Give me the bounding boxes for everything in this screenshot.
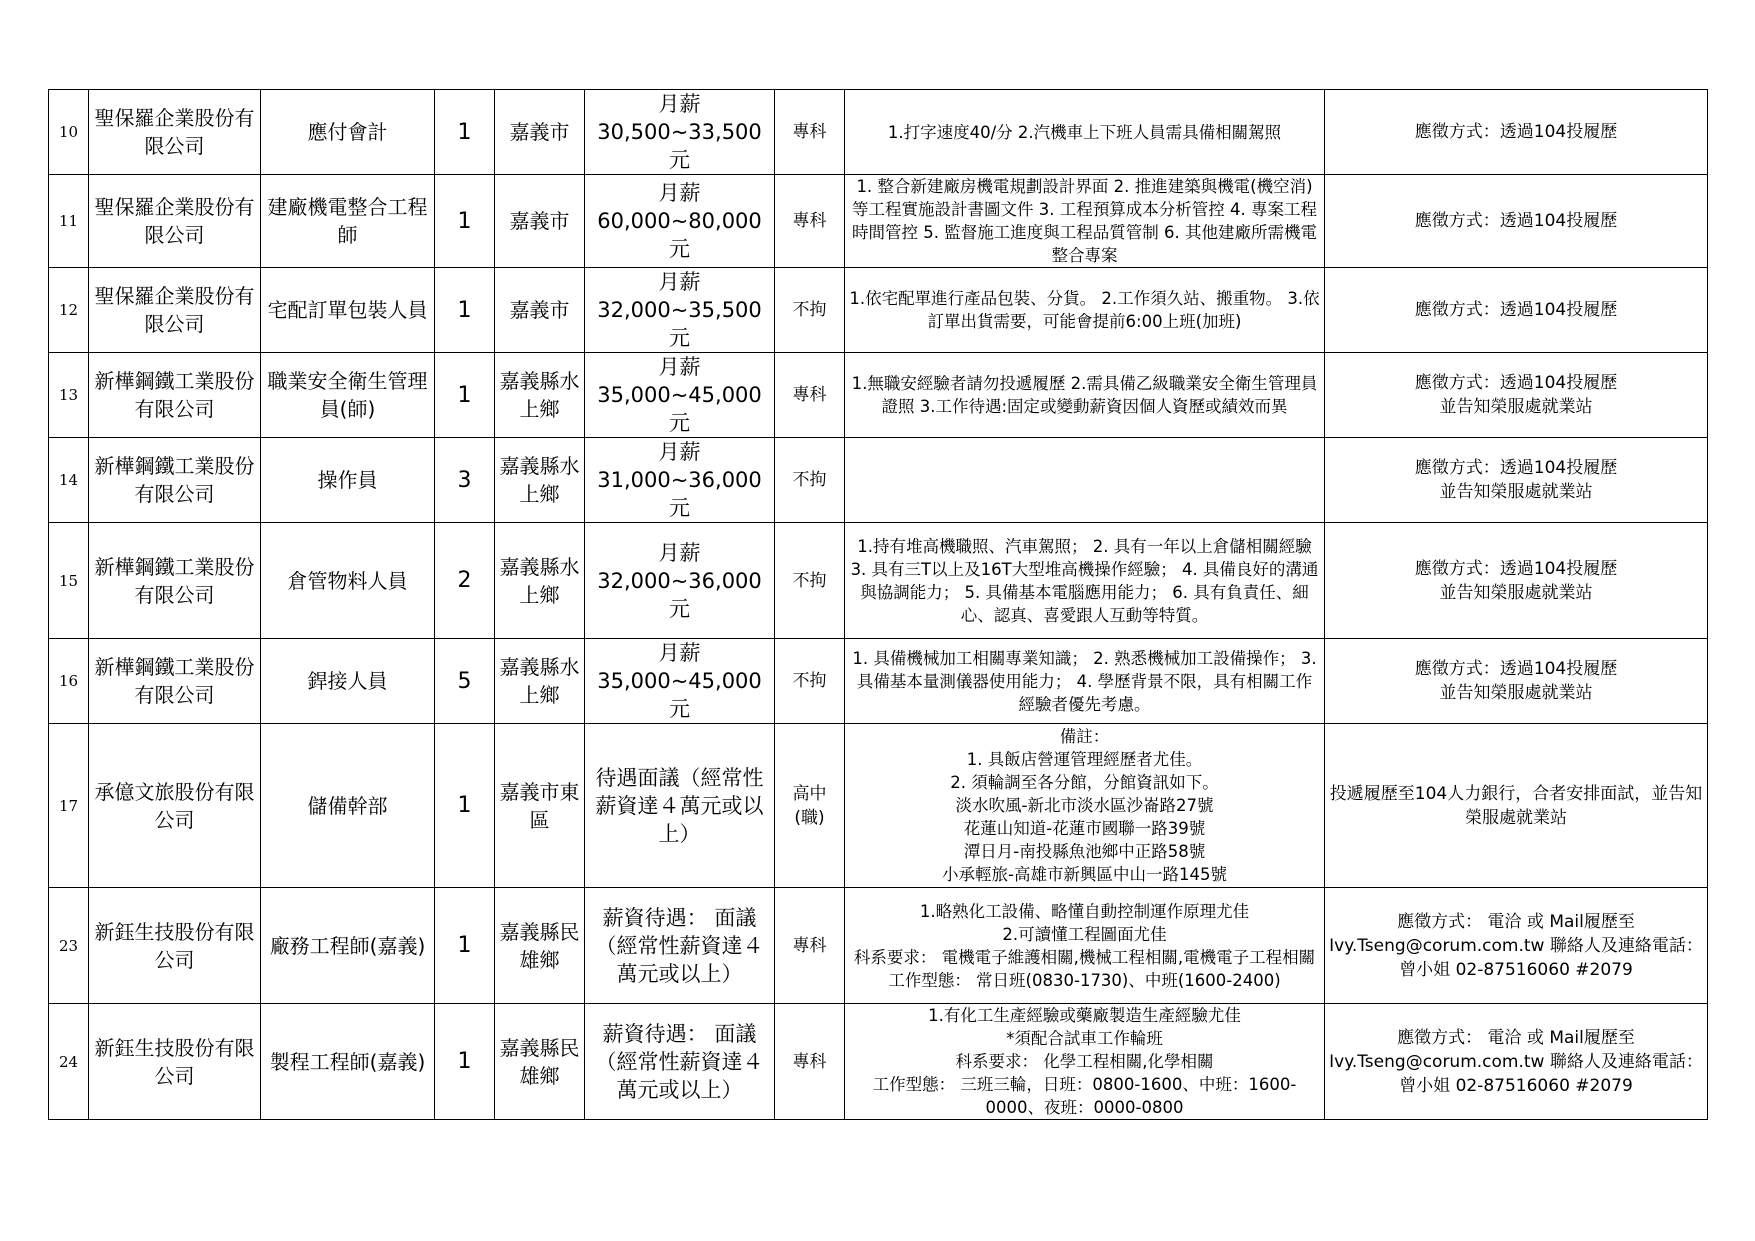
headcount: 1 (435, 268, 495, 353)
table-row (49, 268, 1708, 353)
job-requirements (845, 1004, 1325, 1120)
company-name: 承億文旅股份有限公司 (89, 724, 261, 888)
work-location: 嘉義縣水上鄉 (495, 353, 585, 438)
work-location: 嘉義縣水上鄉 (495, 639, 585, 724)
job-requirements-line: 潭日月-南投縣魚池鄉中正路58號 (963, 842, 1206, 861)
job-title: 銲接人員 (261, 639, 435, 724)
company-name: 新鈺生技股份有限公司 (89, 1004, 261, 1120)
job-requirements-line: 1. 具備機械加工相關專業知識； 2. 熟悉機械加工設備操作； 3. 具備基本量測儀器使用能力； 4. 學歷背景不限，具有相關工作經驗者優先考慮。 (852, 648, 1317, 714)
job-requirements (845, 523, 1325, 639)
work-location: 嘉義市 (495, 90, 585, 175)
company-name: 聖保羅企業股份有限公司 (89, 175, 261, 268)
headcount: 3 (435, 438, 495, 523)
job-requirements-line: 科系要求： 化學工程相關,化學相關 (955, 1052, 1214, 1071)
job-requirements-line: 1.有化工生產經驗或藥廠製造生產經驗尤佳 (928, 1006, 1241, 1025)
application-method-line: 應徵方式： 電洽 或 Mail履歷至 Ivy.Tseng@corum.com.tw 聯絡人及連絡電話：曾小姐 02-87516060 #2079 (1329, 1027, 1703, 1096)
education-requirement: 專科 (775, 353, 845, 438)
job-rows (49, 90, 1708, 1120)
job-title: 宅配訂單包裝人員 (261, 268, 435, 353)
job-requirements (845, 175, 1325, 268)
job-requirements (845, 268, 1325, 353)
application-method (1325, 353, 1708, 438)
job-requirements-line: 科系要求： 電機電子維護相關,機械工程相關,電機電子工程相關 (853, 947, 1316, 967)
headcount: 1 (435, 724, 495, 888)
application-method-line: 應徵方式：透過104投履歷 (1414, 122, 1618, 142)
job-requirements-line: 淡水吹風-新北市淡水區沙崙路27號 (955, 796, 1214, 815)
job-requirements-line: 1. 具飯店營運管理經歷者尤佳。 (966, 750, 1203, 769)
job-requirements (845, 888, 1325, 1004)
work-location: 嘉義市 (495, 175, 585, 268)
education-requirement: 不拘 (775, 523, 845, 639)
application-method (1325, 639, 1708, 724)
education-requirement: 專科 (775, 175, 845, 268)
education-requirement: 不拘 (775, 268, 845, 353)
salary: 待遇面議（經常性薪資達４萬元或以上） (585, 724, 775, 888)
row-number: 11 (49, 175, 89, 268)
row-number: 24 (49, 1004, 89, 1120)
row-number: 17 (49, 724, 89, 888)
salary: 月薪 35,000~45,000元 (585, 353, 775, 438)
job-requirements-line: 2. 須輪調至各分館，分館資訊如下。 (950, 773, 1219, 792)
row-number: 23 (49, 888, 89, 1004)
application-method-line: 應徵方式：透過104投履歷 (1414, 458, 1618, 478)
headcount: 1 (435, 353, 495, 438)
company-name: 新樺鋼鐵工業股份有限公司 (89, 353, 261, 438)
work-location: 嘉義縣水上鄉 (495, 523, 585, 639)
application-method-line: 投遞履歷至104人力銀行，合者安排面試，並告知榮服處就業站 (1329, 783, 1703, 828)
education-requirement: 高中(職) (775, 724, 845, 888)
job-title: 建廠機電整合工程師 (261, 175, 435, 268)
job-title: 廠務工程師(嘉義) (261, 888, 435, 1004)
application-method (1325, 523, 1708, 639)
education-requirement: 專科 (775, 90, 845, 175)
work-location: 嘉義市 (495, 268, 585, 353)
table-row (49, 724, 1708, 888)
job-title: 職業安全衛生管理員(師) (261, 353, 435, 438)
application-method (1325, 1004, 1708, 1120)
application-method (1325, 175, 1708, 268)
education-requirement: 不拘 (775, 438, 845, 523)
application-method-line: 並告知榮服處就業站 (1439, 683, 1593, 703)
headcount: 2 (435, 523, 495, 639)
application-method (1325, 438, 1708, 523)
row-number: 15 (49, 523, 89, 639)
row-number: 13 (49, 353, 89, 438)
job-requirements (845, 90, 1325, 175)
job-requirements-line: 1. 整合新建廠房機電規劃設計界面 2. 推進建築與機電(機空消)等工程實施設計書圖文件 3. 工程預算成本分析管控 4. 專案工程時間管控 5. 監督施工進度與工程品質管制 6. 其他建廠所需機電整合專案 (852, 177, 1317, 265)
job-title: 製程工程師(嘉義) (261, 1004, 435, 1120)
headcount: 1 (435, 888, 495, 1004)
job-title: 應付會計 (261, 90, 435, 175)
job-requirements-line: 1.依宅配單進行產品包裝、分貨。 2.工作須久站、搬重物。 3.依訂單出貨需要，可能會提前6:00上班(加班) (849, 289, 1320, 331)
headcount: 1 (435, 175, 495, 268)
salary: 月薪 31,000~36,000元 (585, 438, 775, 523)
company-name: 聖保羅企業股份有限公司 (89, 268, 261, 353)
headcount: 1 (435, 1004, 495, 1120)
education-requirement: 不拘 (775, 639, 845, 724)
headcount: 1 (435, 90, 495, 175)
table-row (49, 90, 1708, 175)
job-requirements-line: 工作型態： 常日班(0830-1730)、中班(1600-2400) (888, 970, 1281, 990)
job-requirements-line: 1.略熟化工設備、略懂自動控制運作原理尤佳 (919, 901, 1250, 921)
table-row (49, 888, 1708, 1004)
job-title: 操作員 (261, 438, 435, 523)
work-location: 嘉義市東區 (495, 724, 585, 888)
application-method-line: 應徵方式：透過104投履歷 (1414, 659, 1618, 679)
job-requirements-line: 備註： (1059, 727, 1110, 746)
salary: 月薪 32,000~35,500元 (585, 268, 775, 353)
table-row (49, 175, 1708, 268)
work-location: 嘉義縣民雄鄉 (495, 888, 585, 1004)
job-requirements (845, 353, 1325, 438)
application-method-line: 應徵方式：透過104投履歷 (1414, 211, 1618, 231)
application-method-line: 應徵方式：透過104投履歷 (1414, 373, 1618, 393)
salary: 月薪 32,000~36,000元 (585, 523, 775, 639)
education-requirement: 專科 (775, 888, 845, 1004)
table-row (49, 523, 1708, 639)
job-title: 倉管物料人員 (261, 523, 435, 639)
row-number: 10 (49, 90, 89, 175)
job-requirements (845, 724, 1325, 888)
work-location: 嘉義縣民雄鄉 (495, 1004, 585, 1120)
job-requirements (845, 438, 1325, 523)
application-method-line: 並告知榮服處就業站 (1439, 482, 1593, 502)
job-title: 儲備幹部 (261, 724, 435, 888)
salary: 月薪 30,500~33,500元 (585, 90, 775, 175)
application-method-line: 應徵方式： 電洽 或 Mail履歷至 Ivy.Tseng@corum.com.tw 聯絡人及連絡電話：曾小姐 02-87516060 #2079 (1329, 911, 1703, 980)
application-method-line: 並告知榮服處就業站 (1439, 582, 1593, 603)
salary: 月薪 35,000~45,000元 (585, 639, 775, 724)
application-method-line: 應徵方式：透過104投履歷 (1414, 300, 1618, 320)
company-name: 新樺鋼鐵工業股份有限公司 (89, 523, 261, 639)
table-row (49, 639, 1708, 724)
table-row (49, 353, 1708, 438)
row-number: 12 (49, 268, 89, 353)
application-method (1325, 90, 1708, 175)
job-requirements-line: 花蓮山知道-花蓮市國聯一路39號 (963, 819, 1206, 838)
company-name: 聖保羅企業股份有限公司 (89, 90, 261, 175)
work-location: 嘉義縣水上鄉 (495, 438, 585, 523)
company-name: 新樺鋼鐵工業股份有限公司 (89, 639, 261, 724)
row-number: 16 (49, 639, 89, 724)
application-method-line: 應徵方式：透過104投履歷 (1414, 558, 1618, 579)
job-requirements-line: 工作型態： 三班三輪，日班：0800-1600、中班：1600-0000、夜班：0000-0800 (872, 1075, 1297, 1117)
job-requirements-line: 2.可讀懂工程圖面尤佳 (1002, 924, 1167, 944)
job-listing-table (48, 89, 1708, 1120)
company-name: 新樺鋼鐵工業股份有限公司 (89, 438, 261, 523)
row-number: 14 (49, 438, 89, 523)
job-requirements-line: 1.打字速度40/分 2.汽機車上下班人員需具備相關駕照 (887, 122, 1282, 142)
company-name: 新鈺生技股份有限公司 (89, 888, 261, 1004)
education-requirement: 專科 (775, 1004, 845, 1120)
headcount: 5 (435, 639, 495, 724)
job-requirements-line: 1.無職安經驗者請勿投遞履歷 2.需具備乙級職業安全衛生管理員證照 3.工作待遇:固定或變動薪資因個人資歷或績效而異 (851, 374, 1318, 416)
table-row (49, 438, 1708, 523)
job-requirements-line: *須配合試車工作輪班 (1006, 1029, 1163, 1048)
job-requirements (845, 639, 1325, 724)
table-row (49, 1004, 1708, 1120)
application-method-line: 並告知榮服處就業站 (1439, 397, 1593, 417)
job-requirements-line: 小承輕旅-高雄市新興區中山一路145號 (942, 865, 1227, 884)
salary: 月薪 60,000~80,000元 (585, 175, 775, 268)
job-requirements-line: 1.持有堆高機職照、汽車駕照； 2. 具有一年以上倉儲相關經驗 3. 具有三T以上及16T大型堆高機操作經驗； 4. 具備良好的溝通與協調能力； 5. 具備基本電腦應用能力； 6. 具有負責任、細心、認真、喜愛跟人互動等特質。 (850, 536, 1319, 625)
application-method (1325, 888, 1708, 1004)
application-method (1325, 724, 1708, 888)
application-method (1325, 268, 1708, 353)
salary: 薪資待遇： 面議（經常性薪資達４萬元或以上） (585, 1004, 775, 1120)
salary: 薪資待遇： 面議（經常性薪資達４萬元或以上） (585, 888, 775, 1004)
